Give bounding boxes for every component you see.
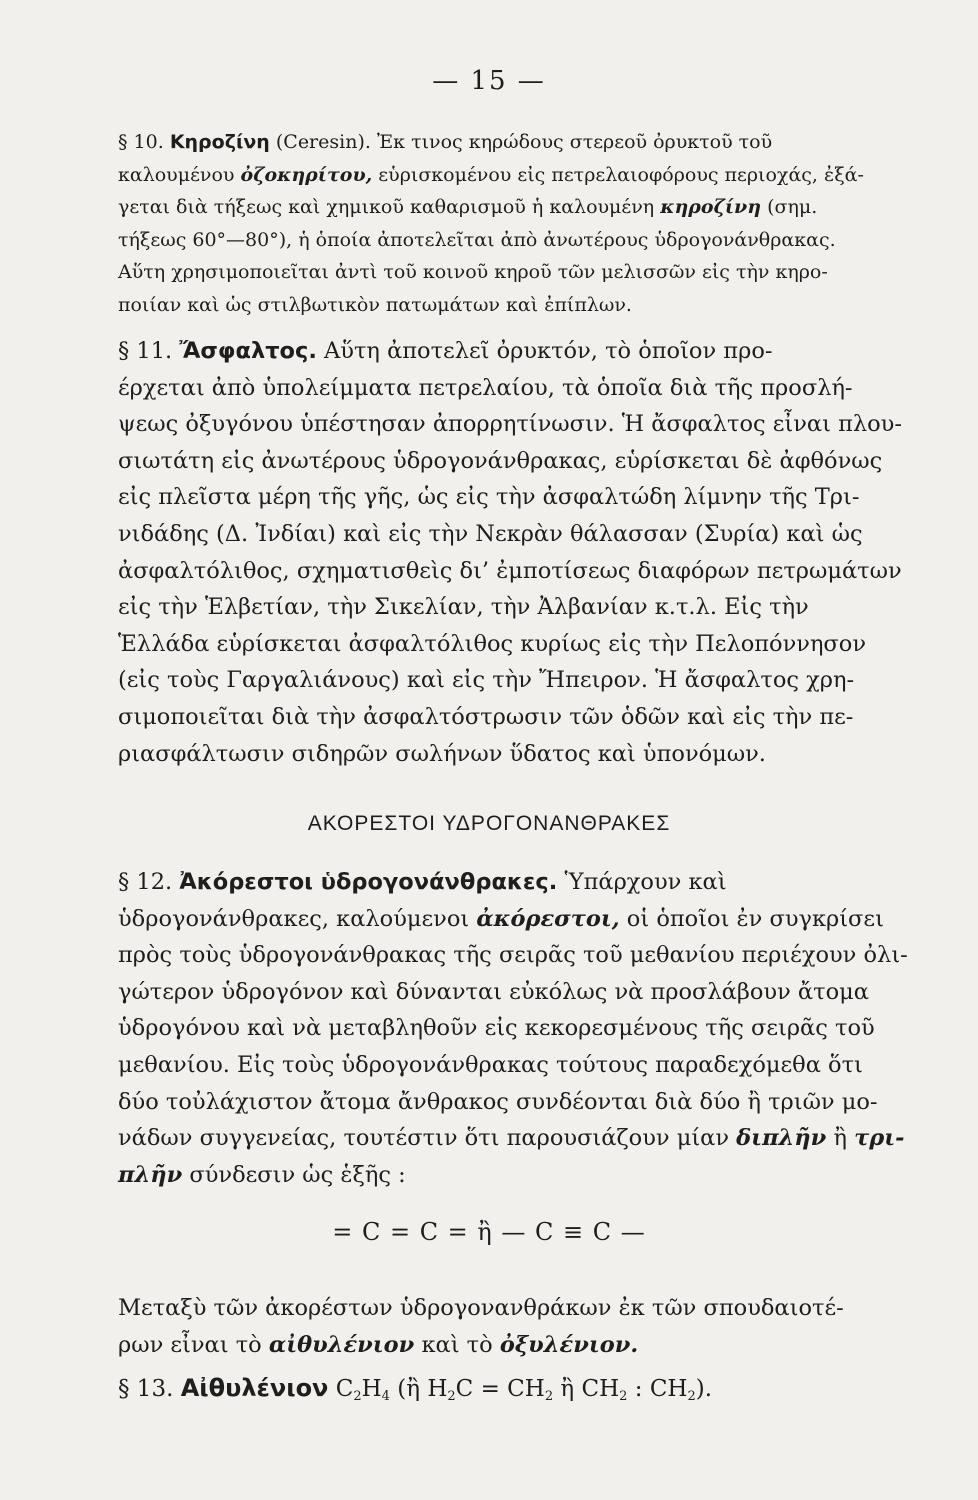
formula-subscript: 2	[687, 1389, 696, 1404]
chemical-formula	[336, 1376, 712, 1402]
text-line	[118, 191, 848, 224]
formula-part: (ἢ H	[389, 1376, 448, 1402]
line-text: νάδων συγγενείας, τουτέστιν ὅτι παρουσιάζουν μίαν	[118, 1125, 737, 1152]
line-text: γεται διὰ τήξεως καὶ χημικοῦ καθαρισμοῦ ἡ καλουμένη	[118, 196, 661, 218]
emphasized-term: αἰθυλένιον	[268, 1331, 415, 1358]
text-line	[118, 1120, 905, 1157]
emphasized-term: πλῆν	[118, 1161, 183, 1188]
text-line: σιωτάτη εἰς ἀνωτέρους ὑδρογονάνθρακας, εὑρίσκεται δὲ ἀφθόνως	[118, 447, 883, 474]
line-text: ἢ	[826, 1125, 855, 1152]
text-line: τήξεως 60°—80°), ἡ ὁποία ἀποτελεῖται ἀπὸ ἀνωτέρους ὑδρογονάνθρακας.	[118, 228, 836, 251]
paragraph-between	[118, 1290, 848, 1363]
text-line: σιμοποιεῖται διὰ τὴν ἀσφαλτόστρωσιν τῶν ὁδῶν καὶ εἰς τὴν πε-	[118, 703, 854, 730]
paragraph-13	[118, 1374, 858, 1404]
paragraph-10	[118, 126, 864, 321]
line-text: Αὕτη ἀποτελεῖ ὀρυκτόν, τὸ ὁποῖον προ-	[316, 338, 773, 364]
line-text: εὑρισκομένου εἰς πετρελαιοφόρους περιοχάς, ἐξά-	[372, 163, 864, 186]
line-text: Ὑπάρχουν καὶ	[557, 869, 727, 895]
text-line: ριασφάλτωσιν σιδηρῶν σωλήνων ὕδατος καὶ ὑπονόμων.	[118, 740, 766, 767]
emphasized-term: κηροζίνη	[660, 196, 762, 218]
text-line	[118, 126, 848, 159]
section-mark: § 10.	[118, 131, 164, 153]
text-line: (εἰς τοὺς Γαργαλιάνους) καὶ εἰς τὴν Ἤπειρον. Ἡ ἄσφαλτος χρη-	[118, 667, 855, 694]
text-line: έρχεται ἀπὸ ὑπολείμματα πετρελαίου, τὰ ὁποῖα διὰ τῆς προσλή-	[118, 374, 853, 401]
line-text: καὶ τὸ	[414, 1331, 500, 1358]
emphasized-term: ἀκόρεστοι,	[476, 905, 620, 932]
line-text: σύνδεσιν ὡς ἑξῆς :	[182, 1161, 406, 1188]
line-text: οἱ ὁποῖοι ἐν συγκρίσει	[619, 905, 884, 932]
text-line: Αὕτη χρησιμοποιεῖται ἀντὶ τοῦ κοινοῦ κηροῦ τῶν μελισσῶν εἰς τὴν κηρο-	[118, 261, 828, 283]
page-number: — 15 —	[432, 66, 546, 96]
text-line	[118, 1157, 848, 1194]
text-line	[118, 901, 884, 938]
section-mark: § 11.	[118, 338, 173, 364]
line-text: (Ceresin). Ἐκ τινος κηρώδους στερεοῦ ὀρυκτοῦ τοῦ	[269, 131, 773, 153]
formula-part: ).	[695, 1376, 713, 1402]
section-mark: § 13.	[118, 1376, 174, 1402]
line-text: ὑδρογονάνθρακες, καλούμενοι	[118, 905, 477, 932]
emphasized-term: ὀξυλένιον.	[499, 1331, 639, 1358]
section-heading: Ἄσφαλτος.	[179, 338, 317, 364]
paragraph-11	[118, 333, 902, 772]
text-line	[118, 159, 864, 192]
formula-part: H	[361, 1376, 382, 1402]
text-line: Μεταξὺ τῶν ἀκορέστων ὑδρογονανθράκων ἐκ τῶν σπουδαιοτέ-	[118, 1295, 844, 1321]
emphasized-term: διπλῆν	[736, 1125, 827, 1152]
bond-formula: = C = C = ἢ — C ≡ C —	[332, 1218, 646, 1246]
text-line	[118, 1327, 848, 1364]
formula-part: C	[335, 1376, 354, 1402]
section-mark: § 12.	[118, 869, 173, 895]
text-line: γώτερον ὑδρογόνον καὶ δύνανται εὐκόλως νὰ προσλάβουν ἄτομα	[118, 978, 869, 1005]
formula-part: : CH	[627, 1376, 688, 1402]
text-line: μεθανίου. Εἰς τοὺς ὑδρογονάνθρακας τούτους παραδεχόμεθα ὅτι	[118, 1051, 863, 1078]
text-line: ἀσφαλτόλιθος, σχηματισθεὶς δι’ ἐμποτίσεως διαφόρων πετρωμάτων	[118, 557, 902, 584]
text-line: ποιίαν καὶ ὡς στιλβωτικὸν πατωμάτων καὶ ἐπίπλων.	[118, 293, 632, 316]
formula-part: ἢ CH	[553, 1376, 620, 1402]
formula-subscript: 2	[619, 1389, 628, 1404]
text-line: ψεως ὀξυγόνου ὑπέστησαν ἀπορρητίνωσιν. Ἡ ἄσφαλτος εἶναι πλου-	[118, 411, 902, 438]
formula-subscript: 2	[544, 1389, 554, 1404]
text-line: πρὸς τοὺς ὑδρογονάνθρακας τῆς σειρᾶς τοῦ μεθανίου περιέχουν ὀλι-	[118, 942, 908, 969]
text-line	[118, 333, 848, 370]
text-line: εἰς πλεῖστα μέρη τῆς γῆς, ὡς εἰς τὴν ἀσφαλτώδη λίμνην τῆς Τρι-	[118, 484, 860, 511]
section-title: ΑΚΟΡΕΣΤΟΙ ΥΔΡΟΓΟΝΑΝΘΡΑΚΕΣ	[307, 812, 671, 835]
text-line: εἰς τὴν Ἑλβετίαν, τὴν Σικελίαν, τὴν Ἀλβανίαν κ.τ.λ. Εἰς τὴν	[118, 594, 809, 621]
text-line	[118, 864, 848, 901]
emphasized-term: τρι-	[854, 1125, 905, 1152]
line-text: (σημ.	[761, 196, 818, 218]
line-text: ρων εἶναι τὸ	[118, 1331, 269, 1358]
text-line: δύο τοὐλάχιστον ἄτομα ἄνθρακος συνδέονται διὰ δύο ἢ τριῶν μο-	[118, 1088, 878, 1115]
line-text: καλουμένου	[118, 163, 241, 186]
section-heading: Κηροζίνη	[169, 131, 270, 153]
formula-subscript: 2	[353, 1389, 362, 1404]
formula-subscript: 2	[447, 1389, 456, 1404]
emphasized-term: ὀζοκηρίτου,	[240, 163, 373, 186]
text-line: ὑδρογόνου καὶ νὰ μεταβληθοῦν εἰς κεκορεσμένους τῆς σειρᾶς τοῦ	[118, 1015, 875, 1042]
section-heading: Αἰθυλένιον	[180, 1374, 329, 1402]
formula-subscript: 4	[381, 1389, 390, 1404]
section-heading: Ἀκόρεστοι ὑδρογονάνθρακες.	[179, 869, 558, 895]
text-line: νιδάδης (Δ. Ἰνδίαι) καὶ εἰς τὴν Νεκρὰν θάλασσαν (Συρία) καὶ ὡς	[118, 520, 863, 547]
paragraph-12	[118, 864, 908, 1193]
formula-part: C = CH	[455, 1376, 545, 1402]
text-line: Ἑλλάδα εὑρίσκεται ἀσφαλτόλιθος κυρίως εἰς τὴν Πελοπόννησον	[118, 630, 867, 657]
